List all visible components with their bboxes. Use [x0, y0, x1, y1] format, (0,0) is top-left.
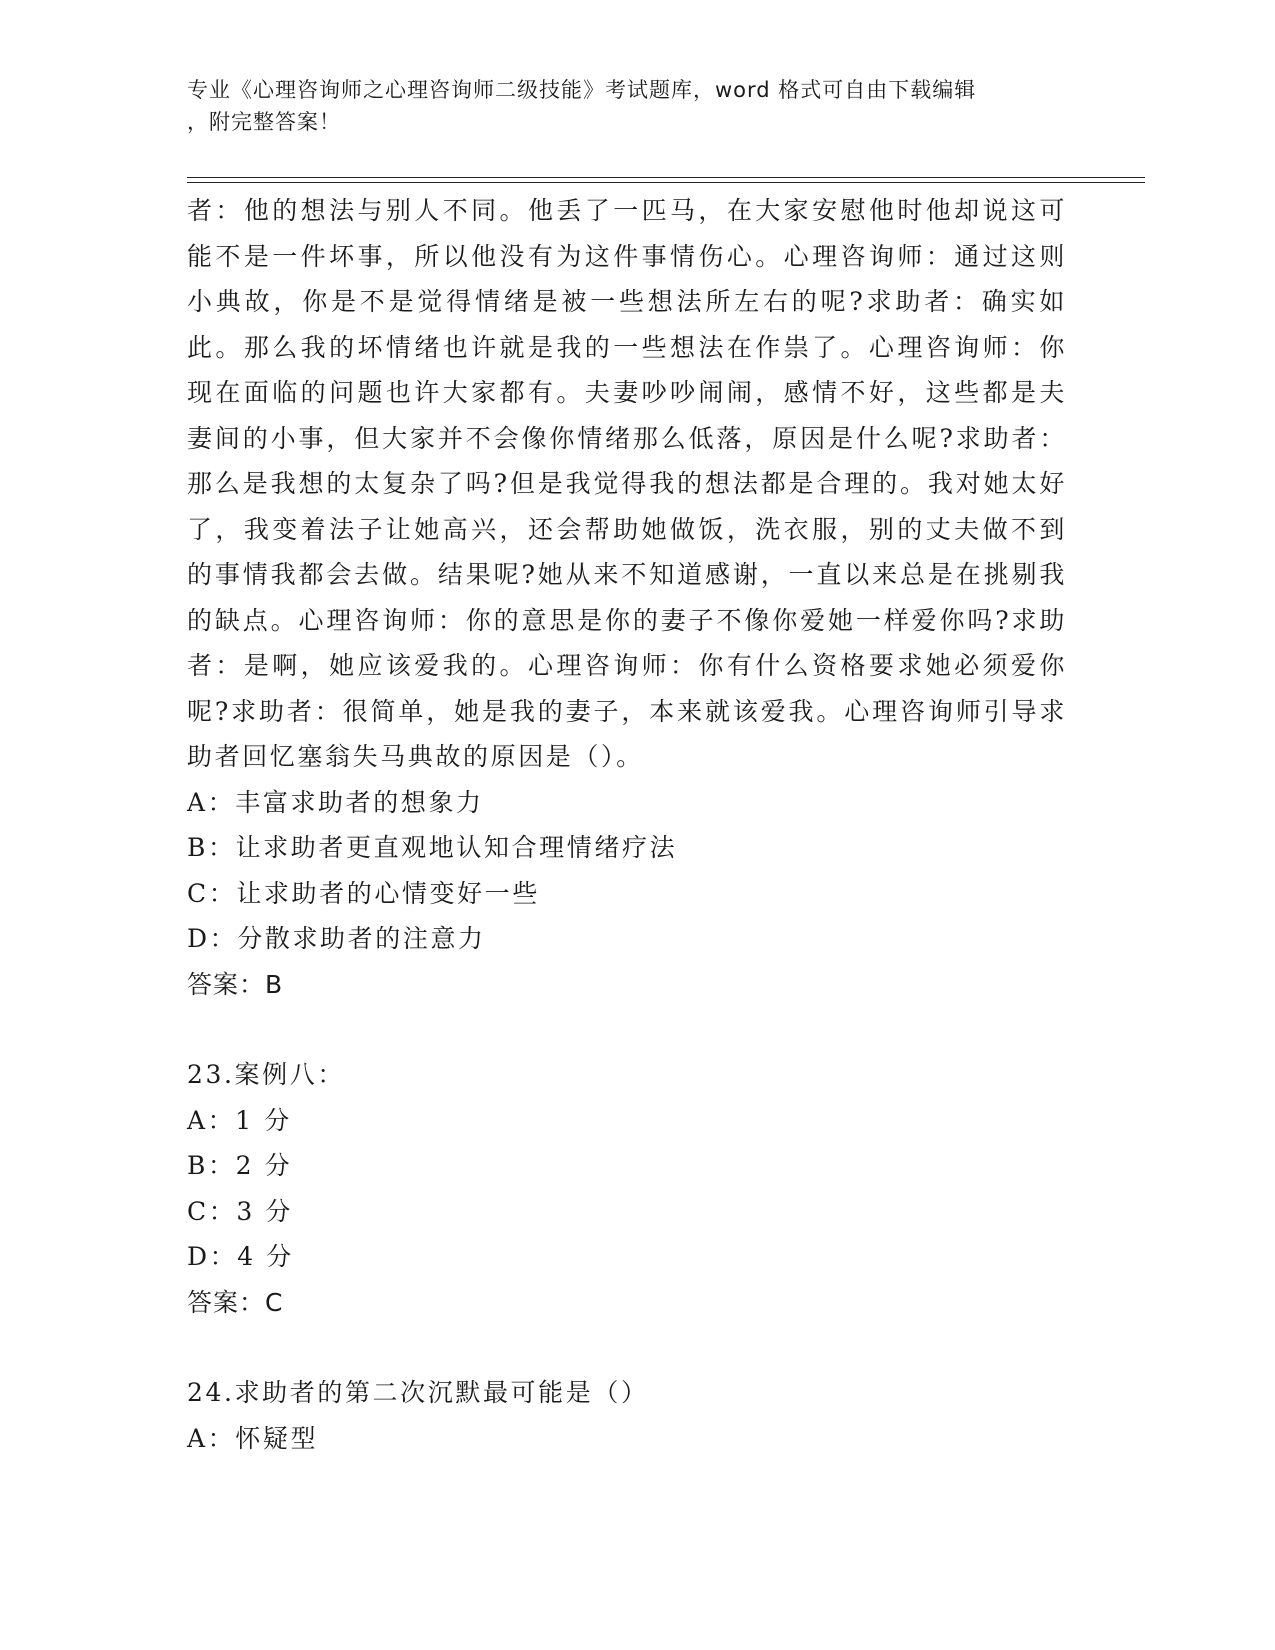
header-rule-top	[187, 177, 1145, 178]
question-23-option-b: B：2 分	[187, 1151, 293, 1180]
spacer	[187, 1007, 1087, 1052]
question-23-option-d: D：4 分	[187, 1242, 294, 1271]
document-body	[187, 188, 1087, 1461]
question-23-option-a: A：1 分	[187, 1105, 292, 1135]
header-line-2: ，附完整答案！	[187, 110, 341, 134]
question-22-option-c: C：让求助者的心情变好一些	[187, 878, 540, 908]
spacer	[187, 1325, 1087, 1370]
question-23-option-c: C：3 分	[187, 1196, 293, 1226]
question-22-option-b: B：让求助者更直观地认知合理情绪疗法	[187, 833, 678, 862]
question-23-title: 23.案例八：	[187, 1060, 345, 1089]
question-24-title: 24.求助者的第二次沉默最可能是（）	[187, 1378, 649, 1407]
document-header	[187, 74, 1067, 138]
header-line-1: 专业《心理咨询师之心理咨询师二级技能》考试题库，word 格式可自由下载编辑	[187, 78, 977, 102]
question-22-option-a: A：丰富求助者的想象力	[187, 787, 484, 817]
header-rule-bottom	[187, 182, 1145, 183]
question-22-text: 者：他的想法与别人不同。他丢了一匹马，在大家安慰他时他却说这可能不是一件坏事，所以他没有为这件事情伤心。心理咨询师：通过这则小典故，你是不是觉得情绪是被一些想法所左右的呢?求助者：确实如此。那么我的坏情绪也许就是我的一些想法在作祟了。心理咨询师：你现在面临的问题也许大家都有。夫妻吵吵闹闹，感情不好，这些都是夫妻间的小事，但大家并不会像你情绪那么低落，原因是什么呢?求助者：那么是我想的太复杂了吗?但是我觉得我的想法都是合理的。我对她太好了，我变着法子让她高兴，还会帮助她做饭，洗衣服，别的丈夫做不到的事情我都会去做。结果呢?她从来不知道感谢，一直以来总是在挑剔我的缺点。心理咨询师：你的意思是你的妻子不像你爱她一样爱你吗?求助者：是啊，她应该爱我的。心理咨询师：你有什么资格要求她必须爱你呢?求助者：很简单，她是我的妻子，本来就该爱我。心理咨询师引导求助者回忆塞翁失马典故的原因是（）。	[187, 196, 1067, 771]
question-22-option-d: D：分散求助者的注意力	[187, 924, 486, 953]
question-22-answer: 答案：B	[187, 969, 284, 999]
question-24-option-a: A：怀疑型	[187, 1423, 319, 1453]
question-23-answer: 答案：C	[187, 1287, 284, 1317]
